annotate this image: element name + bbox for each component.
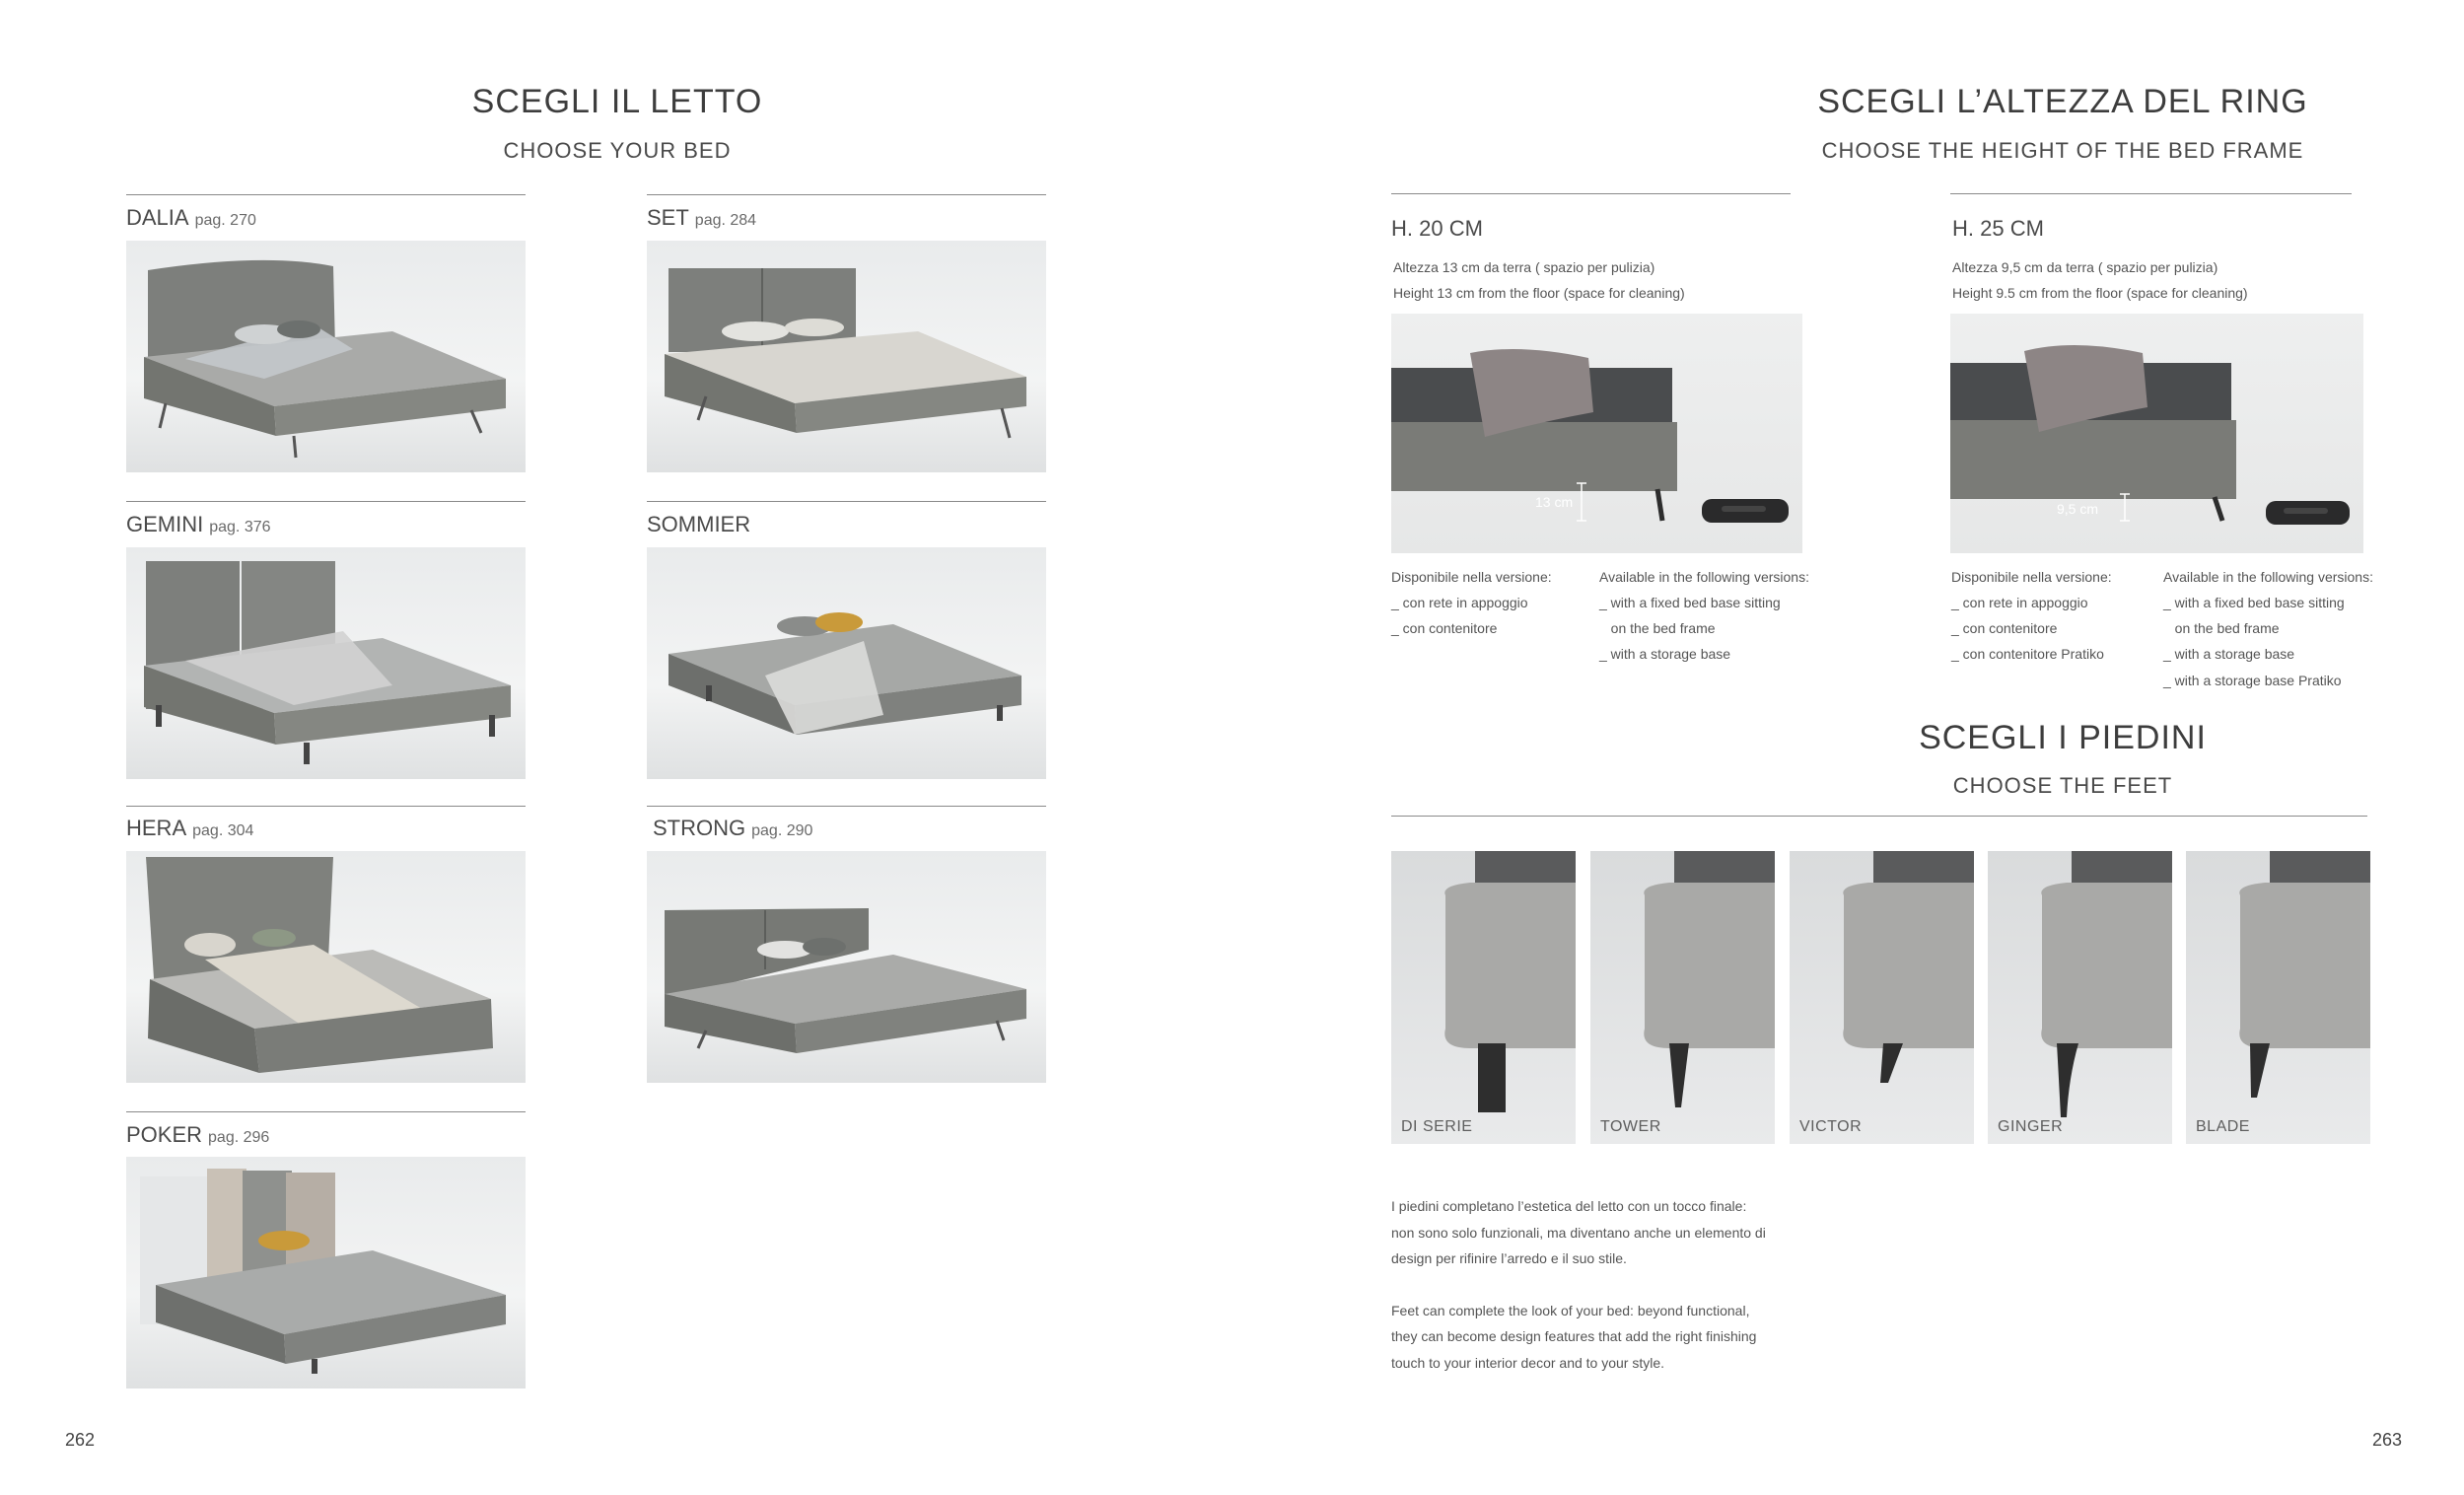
left-page-title: SCEGLI IL LETTO — [471, 83, 763, 120]
page-number-right: 263 — [2372, 1430, 2403, 1450]
avail-en-title-25: Available in the following versions: — [2163, 569, 2373, 585]
feet-section-subtitle: CHOOSE THE FEET — [1952, 773, 2173, 798]
bed-title-sommier: SOMMIER — [647, 512, 751, 536]
avail-en-item: _ with a fixed bed base sitting — [2163, 595, 2345, 610]
divider — [647, 194, 1046, 195]
foot-label: BLADE — [2196, 1118, 2250, 1135]
height-option-25-en: Height 9.5 cm from the floor (space for cleaning) — [1952, 285, 2248, 301]
feet-paragraph-en-line: touch to your interior decor and to your style. — [1391, 1355, 1665, 1371]
avail-en-title-20: Available in the following versions: — [1599, 569, 1809, 585]
avail-it-item: _ con contenitore — [1391, 620, 1498, 636]
avail-en-item: on the bed frame — [2163, 620, 2280, 636]
foot-tile-blade — [2186, 851, 2370, 1144]
measure-label-20: 13 cm — [1535, 494, 1574, 510]
foot-label: TOWER — [1600, 1118, 1661, 1135]
bed-title-set: SET pag. 284 — [647, 205, 757, 230]
feet-paragraph-en-line: Feet can complete the look of your bed: beyond functional, — [1391, 1303, 1750, 1318]
avail-en-item: _ with a storage base — [1599, 646, 1731, 662]
divider — [647, 501, 1046, 502]
avail-en-item: on the bed frame — [1599, 620, 1716, 636]
bed-photo-hera — [126, 851, 526, 1083]
bed-photo-poker — [126, 1157, 526, 1388]
bed-title-poker: POKER pag. 296 — [126, 1122, 270, 1147]
avail-it-title-25: Disponibile nella versione: — [1951, 569, 2112, 585]
feet-paragraph-it-line: non sono solo funzionali, ma diventano anche un elemento di — [1391, 1225, 1766, 1241]
height-photo-25 — [1950, 314, 2363, 553]
bed-photo-gemini — [126, 547, 526, 779]
bed-photo-set — [647, 241, 1046, 472]
bed-title-dalia: DALIA pag. 270 — [126, 205, 256, 230]
feet-paragraph-en-line: they can become design features that add the right finishing — [1391, 1328, 1757, 1344]
height-section-subtitle: CHOOSE THE HEIGHT OF THE BED FRAME — [1821, 138, 2304, 163]
avail-en-item: _ with a storage base Pratiko — [2163, 673, 2342, 688]
foot-label: GINGER — [1998, 1118, 2064, 1135]
foot-label: VICTOR — [1799, 1118, 1863, 1135]
divider — [126, 194, 526, 195]
measure-label-25: 9,5 cm — [2057, 501, 2099, 517]
bed-photo-sommier — [647, 547, 1046, 779]
foot-tile-di-serie — [1391, 851, 1576, 1144]
height-section-title: SCEGLI L’ALTEZZA DEL RING — [1817, 83, 2308, 120]
feet-paragraph-it-line: design per rifinire l’arredo e il suo stile. — [1391, 1250, 1627, 1266]
avail-it-item: _ con contenitore Pratiko — [1951, 646, 2104, 662]
height-option-25-it: Altezza 9,5 cm da terra ( spazio per pulizia) — [1952, 259, 2218, 275]
bed-title-strong: STRONG pag. 290 — [653, 816, 813, 840]
page-number-left: 262 — [65, 1430, 96, 1450]
foot-tile-tower — [1590, 851, 1775, 1144]
avail-it-item: _ con rete in appoggio — [1951, 595, 2088, 610]
height-option-20-label: H. 20 CM — [1391, 216, 1483, 241]
height-option-20-en: Height 13 cm from the floor (space for cleaning) — [1393, 285, 1685, 301]
foot-label: DI SERIE — [1401, 1118, 1473, 1135]
avail-en-item: _ with a fixed bed base sitting — [1599, 595, 1781, 610]
avail-en-item: _ with a storage base — [2163, 646, 2295, 662]
feet-paragraph-it-line: I piedini completano l’estetica del letto con un tocco finale: — [1391, 1198, 1747, 1214]
divider — [126, 806, 526, 807]
feet-section-title: SCEGLI I PIEDINI — [1919, 719, 2207, 756]
bed-title-hera: HERA pag. 304 — [126, 816, 254, 840]
height-option-20-it: Altezza 13 cm da terra ( spazio per pulizia) — [1393, 259, 1655, 275]
avail-it-title-20: Disponibile nella versione: — [1391, 569, 1552, 585]
bed-title-gemini: GEMINI pag. 376 — [126, 512, 271, 536]
divider — [126, 501, 526, 502]
divider — [647, 806, 1046, 807]
left-page-subtitle: CHOOSE YOUR BED — [503, 138, 732, 163]
foot-tile-victor — [1790, 851, 1974, 1144]
bed-photo-dalia — [126, 241, 526, 472]
height-option-25-label: H. 25 CM — [1952, 216, 2044, 241]
divider — [1950, 193, 2352, 194]
avail-it-item: _ con contenitore — [1951, 620, 2058, 636]
height-photo-20 — [1391, 314, 1802, 553]
foot-tile-ginger — [1988, 851, 2172, 1144]
divider — [1391, 193, 1791, 194]
bed-photo-strong — [647, 851, 1046, 1083]
avail-it-item: _ con rete in appoggio — [1391, 595, 1528, 610]
divider — [1391, 816, 2367, 817]
divider — [126, 1111, 526, 1112]
